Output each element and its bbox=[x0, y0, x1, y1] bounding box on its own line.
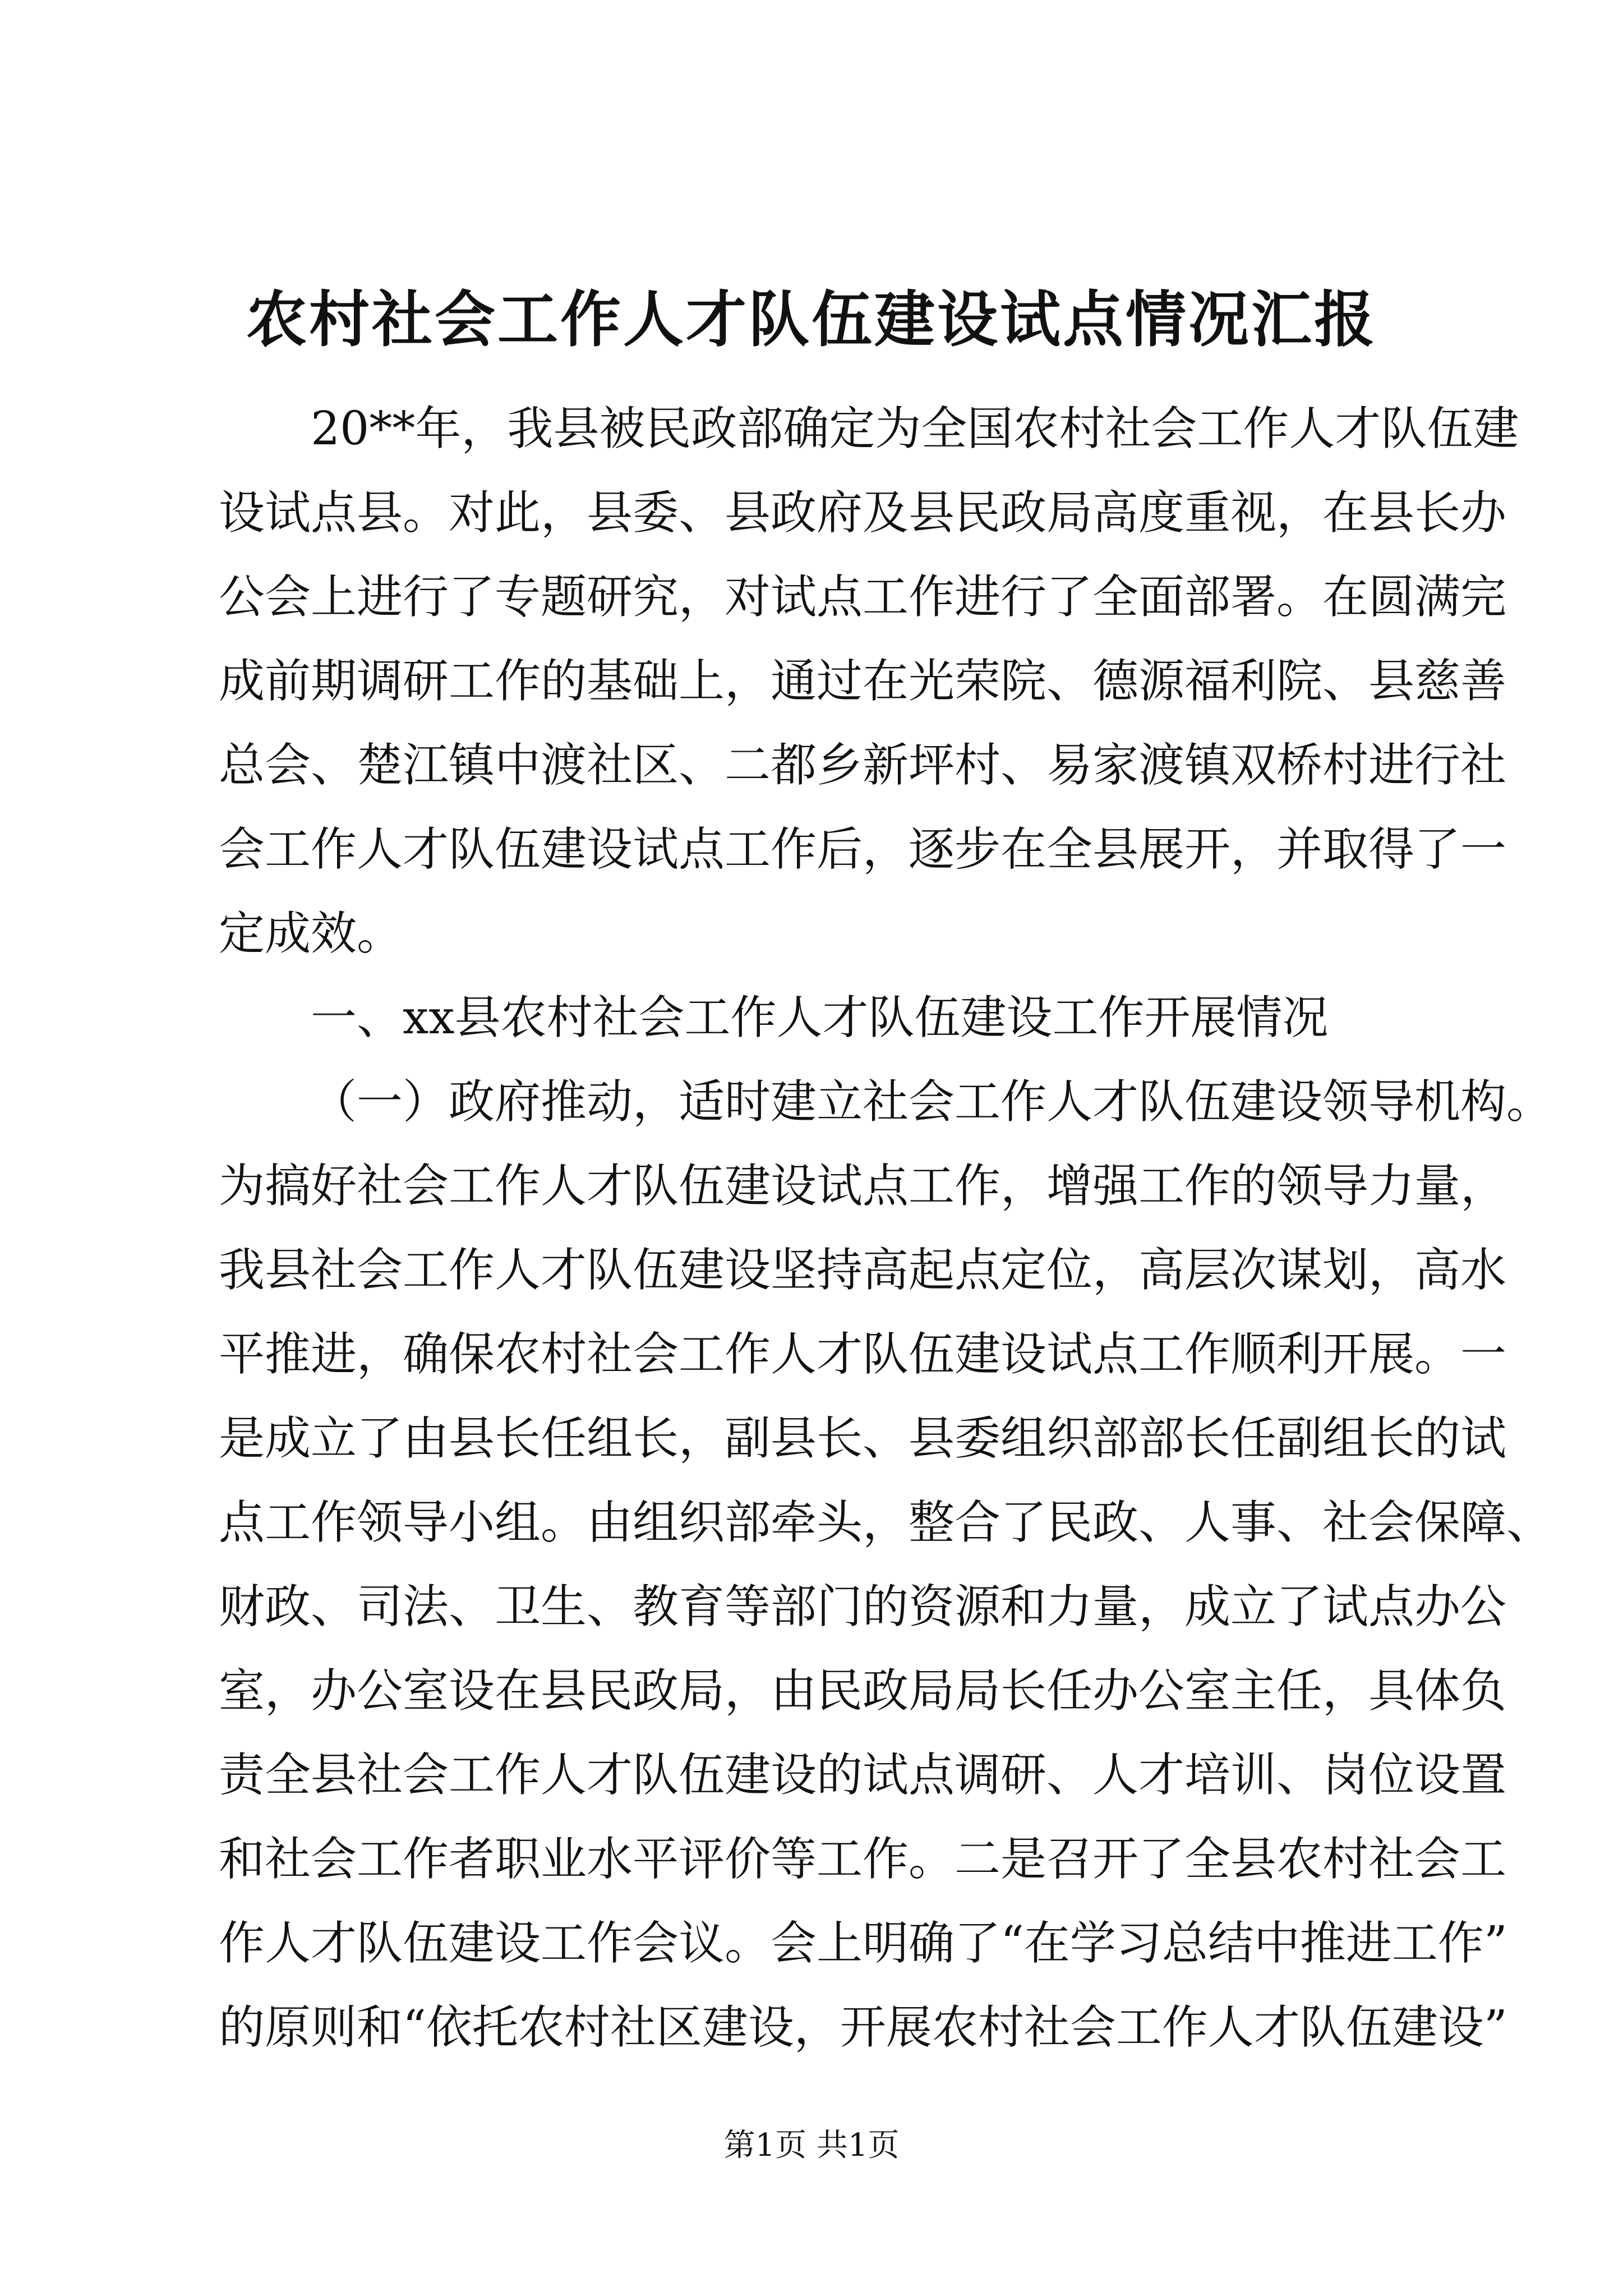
text-line: 我县社会工作人才队伍建设坚持高起点定位，高层次谋划，高水 bbox=[219, 1244, 1507, 1297]
text-line: 和社会工作者职业水平评价等工作。二是召开了全县农村社会工 bbox=[219, 1833, 1507, 1886]
text-line: 财政、司法、卫生、教育等部门的资源和力量，成立了试点办公 bbox=[219, 1580, 1507, 1634]
text-line: 是成立了由县长任组长，副县长、县委组织部部长任副组长的试 bbox=[219, 1412, 1507, 1465]
text-line: 点工作领导小组。由组织部牵头，整合了民政、人事、社会保障、 bbox=[219, 1496, 1553, 1549]
subsection-heading: （一）政府推动，适时建立社会工作人才队伍建设领导机构。 bbox=[311, 1075, 1553, 1129]
text-line: 作人才队伍建设工作会议。会上明确了“在学习总结中推进工作” bbox=[219, 1917, 1507, 1970]
text-line: 室，办公室设在县民政局，由民政局局长任办公室主任，具体负 bbox=[219, 1664, 1507, 1718]
text-line: 责全县社会工作人才队伍建设的试点调研、人才培训、岗位设置 bbox=[219, 1749, 1507, 1802]
document-body bbox=[219, 387, 1553, 2070]
text-line: 的原则和“依托农村社区建设，开展农村社会工作人才队伍建设” bbox=[219, 2001, 1507, 2054]
text-line: 定成效。 bbox=[219, 907, 403, 960]
section-heading: 一、xx县农村社会工作人才队伍建设工作开展情况 bbox=[311, 991, 1329, 1045]
text-line: 会工作人才队伍建设试点工作后，逐步在全县展开，并取得了一 bbox=[219, 823, 1507, 876]
text-line: 20**年，我县被民政部确定为全国农村社会工作人才队伍建 bbox=[311, 402, 1519, 455]
text-line: 成前期调研工作的基础上，通过在光荣院、德源福利院、县慈善 bbox=[219, 655, 1507, 708]
text-line: 为搞好社会工作人才队伍建设试点工作，增强工作的领导力量， bbox=[219, 1159, 1507, 1213]
text-line: 设试点县。对此，县委、县政府及县民政局高度重视，在县长办 bbox=[219, 486, 1507, 540]
document-title: 农村社会工作人才队伍建设试点情况汇报 bbox=[246, 284, 1377, 355]
text-line: 公会上进行了专题研究，对试点工作进行了全面部署。在圆满完 bbox=[219, 570, 1507, 624]
text-line: 总会、楚江镇中渡社区、二都乡新坪村、易家渡镇双桥村进行社 bbox=[219, 739, 1507, 792]
text-line: 平推进，确保农村社会工作人才队伍建设试点工作顺利开展。一 bbox=[219, 1328, 1507, 1381]
page-footer: 第1页 共1页 bbox=[723, 2127, 900, 2164]
